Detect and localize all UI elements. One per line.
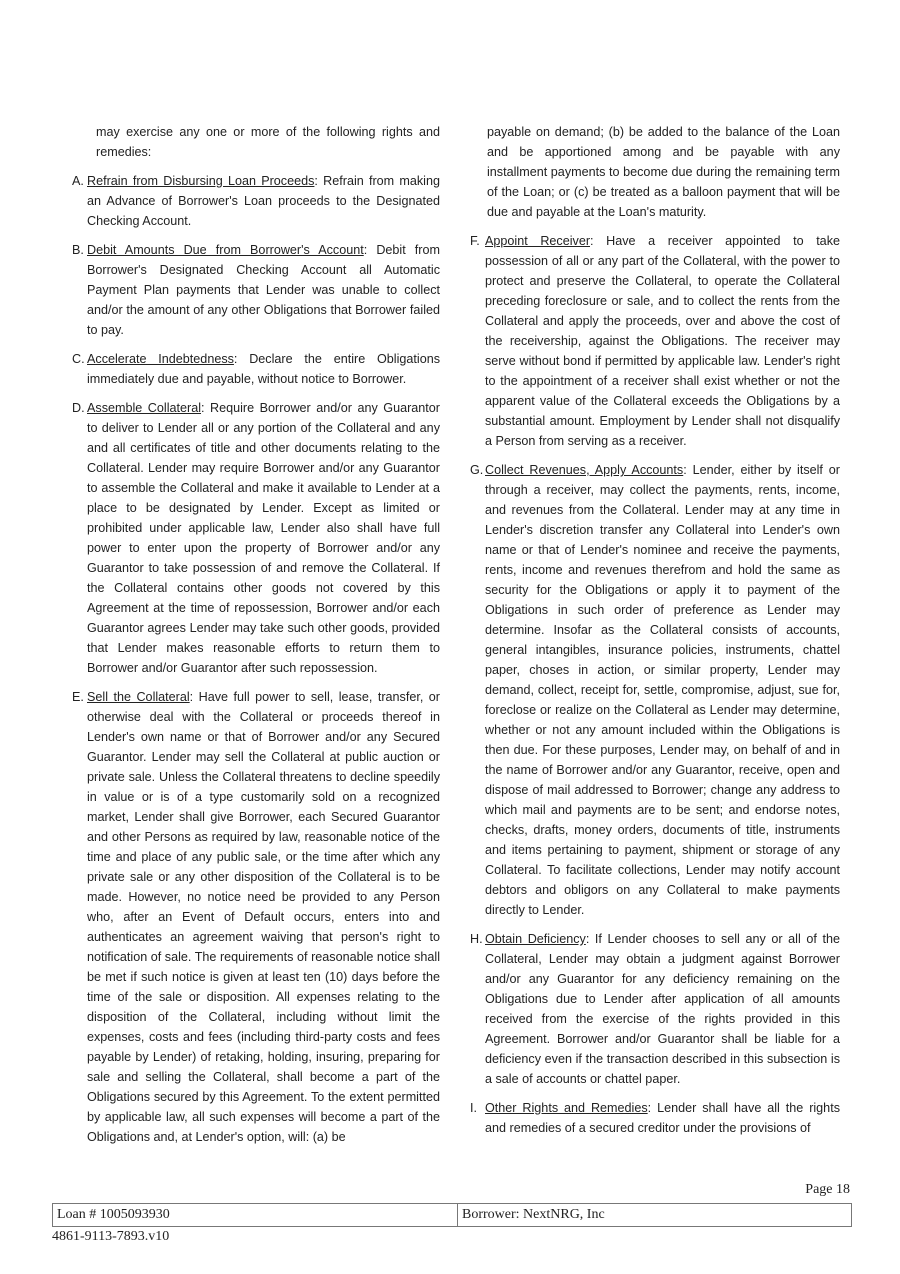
- item-text: : Require Borrower and/or any Guarantor to deliver to Lender all or any portion of the Collateral and any and all certificates of title and other documents relating to the Collateral. Lender may require Borrower and/or any Guarantor to assemble the Collateral and make it available to Lender at a place to be designated by Lender. Except as limited or prohibited under applicable law, Lender also shall have full power to enter upon the property of Borrower and/or any Guarantor to take possession of and remove the Collateral. If the Collateral contains other goods not covered by this Agreement at the time of repossession, Borrower and/or each Guarantor agrees Lender may take such other goods, provided that Lender makes reasonable efforts to return them to Borrower and/or Guarantor after such repossession.: [87, 401, 440, 675]
- item-text: : If Lender chooses to sell any or all of the Collateral, Lender may obtain a judgment against Borrower and/or any Guarantor for any deficiency remaining on the Obligations due to Lender after application of all amounts received from the exercise of the rights provided in this Agreement. Borrower and/or Guarantor shall be liable for a deficiency even if the transaction described in this subsection is a sale of accounts or chattel paper.: [485, 932, 840, 1086]
- page-number: Page 18: [805, 1182, 850, 1197]
- item-letter: F.: [470, 234, 480, 248]
- item-letter: G.: [470, 463, 484, 477]
- right-column: [470, 122, 840, 1147]
- remedy-item: [72, 398, 440, 678]
- remedy-item: [470, 929, 840, 1089]
- borrower-name: Borrower: NextNRG, Inc: [462, 1207, 605, 1222]
- item-letter: A.: [72, 174, 84, 188]
- item-body: [485, 1098, 840, 1138]
- intro-text: may exercise any one or more of the following rights and remedies:: [96, 125, 440, 159]
- item-heading: Appoint Receiver: [485, 234, 591, 248]
- item-letter: B.: [72, 243, 84, 257]
- loan-number: Loan # 1005093930: [53, 1204, 458, 1226]
- item-text: : Lender, either by itself or through a receiver, may collect the payments, rents, income, and revenues from the Collateral. Lender may at any time in Lender's discretion transfer any Collateral into Lender's own name or that of Lender's nominee and receive the payments, rents, income and revenues therefrom and hold the same as security for the Obligations or apply it to payment of the Obligations in such order of preference as Lender may determine. Insofar as the Collateral consists of accounts, general intangibles, insurance policies, instruments, chattel paper, choses in action, or similar property, Lender may demand, collect, receipt for, settle, compromise, adjust, sue for, foreclose or realize on the Collateral as Lender may determine, whether or not any amount included within the Obligations is then due. For these purposes, Lender may, on behalf of and in the name of Borrower and/or any Guarantor, receive, open and dispose of mail addressed to Borrower; change any address to which mail and payments are to be sent; and endorse notes, checks, drafts, money orders, documents of title, instruments and items pertaining to payment, shipment or storage of any Collateral. To facilitate collections, Lender may notify account debtors and obligors on any Collateral to make payments directly to Lender.: [485, 463, 840, 917]
- remedy-item: [72, 171, 440, 231]
- item-body: [87, 171, 440, 231]
- footer-table: [52, 1203, 852, 1227]
- left-column: [72, 122, 440, 1156]
- item-body: [87, 687, 440, 1147]
- item-body: [485, 460, 840, 920]
- item-text: : Refrain from making an Advance of Borrower's Loan proceeds to the Designated Checking Account.: [87, 174, 440, 228]
- item-body: [485, 231, 840, 451]
- item-letter: H.: [470, 932, 483, 946]
- item-heading: Assemble Collateral: [87, 401, 202, 415]
- item-body: [485, 929, 840, 1089]
- item-text: : Declare the entire Obligations immediately due and payable, without notice to Borrower.: [87, 352, 441, 386]
- remedy-item: [470, 1098, 840, 1138]
- item-heading: Collect Revenues, Apply Accounts: [485, 463, 684, 477]
- item-text: : Lender shall have all the rights and remedies of a secured creditor under the provisions of: [485, 1101, 840, 1135]
- document-id: 4861-9113-7893.v10: [52, 1229, 170, 1244]
- item-heading: Sell the Collateral: [87, 690, 190, 704]
- item-heading: Accelerate Indebtedness: [87, 352, 234, 366]
- item-text: : Have a receiver appointed to take possession of all or any part of the Collateral, with the power to protect and preserve the Collateral, to operate the Collateral preceding foreclosure or sale, and to collect the rents from the Collateral and apply the proceeds, over and above the cost of the receivership, against the Obligations. The receiver may serve without bond if permitted by applicable law. Lender's right to the appointment of a receiver shall exist whether or not the apparent value of the Collateral exceeds the Obligations by a substantial amount. Employment by Lender shall not disqualify a Person from serving as a receiver.: [485, 234, 840, 448]
- item-body: [87, 349, 440, 389]
- item-letter: C.: [72, 352, 85, 366]
- item-heading: Refrain from Disbursing Loan Proceeds: [87, 174, 315, 188]
- item-heading: Other Rights and Remedies: [485, 1101, 648, 1115]
- continuation-text: payable on demand; (b) be added to the balance of the Loan and be apportioned among and be payable with any installment payments to become due during the remaining term of the Loan; or (c) be treated as a balloon payment that will be due and payable at the Loan's maturity.: [487, 125, 840, 219]
- remedy-item: [470, 231, 840, 451]
- remedy-item: [72, 349, 440, 389]
- item-heading: Obtain Deficiency: [485, 932, 586, 946]
- item-body: [87, 240, 440, 340]
- remedy-item: [72, 687, 440, 1147]
- item-text: : Have full power to sell, lease, transfer, or otherwise deal with the Collateral or proceeds thereof in Lender's own name or that of Borrower and/or any Secured Guarantor. Lender may sell the Collateral at public auction or private sale. Unless the Collateral threatens to decline speedily in value or is of a type customarily sold on a recognized market, Lender shall give Borrower, each Secured Guarantor and other Persons as required by law, reasonable notice of the time and place of any public sale, or the time after which any private sale or any other disposition of the Collateral is to be made. However, no notice need be provided to any Person who, after an Event of Default occurs, enters into and authenticates an agreement waiving that person's right to notification of sale. The requirements of reasonable notice shall be met if such notice is given at least ten (10) days before the time of the sale or disposition. All expenses relating to the disposition of the Collateral, including without limit the expenses, costs and fees (including third-party costs and fees payable by Lender) of retaking, holding, insuring, preparing for sale and selling the Collateral, shall become a part of the Obligations secured by this Agreement. To the extent permitted by applicable law, all such expenses will become a part of the Obligations and, at Lender's option, will: (a) be: [87, 690, 440, 1144]
- item-letter: D.: [72, 401, 85, 415]
- item-body: [87, 398, 440, 678]
- remedy-item: [470, 460, 840, 920]
- item-letter: E.: [72, 690, 84, 704]
- item-text: : Debit from Borrower's Designated Checking Account all Automatic Payment Plan payments that Lender was unable to collect and/or the amount of any other Obligations that Borrower failed to pay.: [87, 243, 440, 337]
- remedy-item: [72, 240, 440, 340]
- item-heading: Debit Amounts Due from Borrower's Account: [87, 243, 364, 257]
- item-letter: I.: [470, 1101, 477, 1115]
